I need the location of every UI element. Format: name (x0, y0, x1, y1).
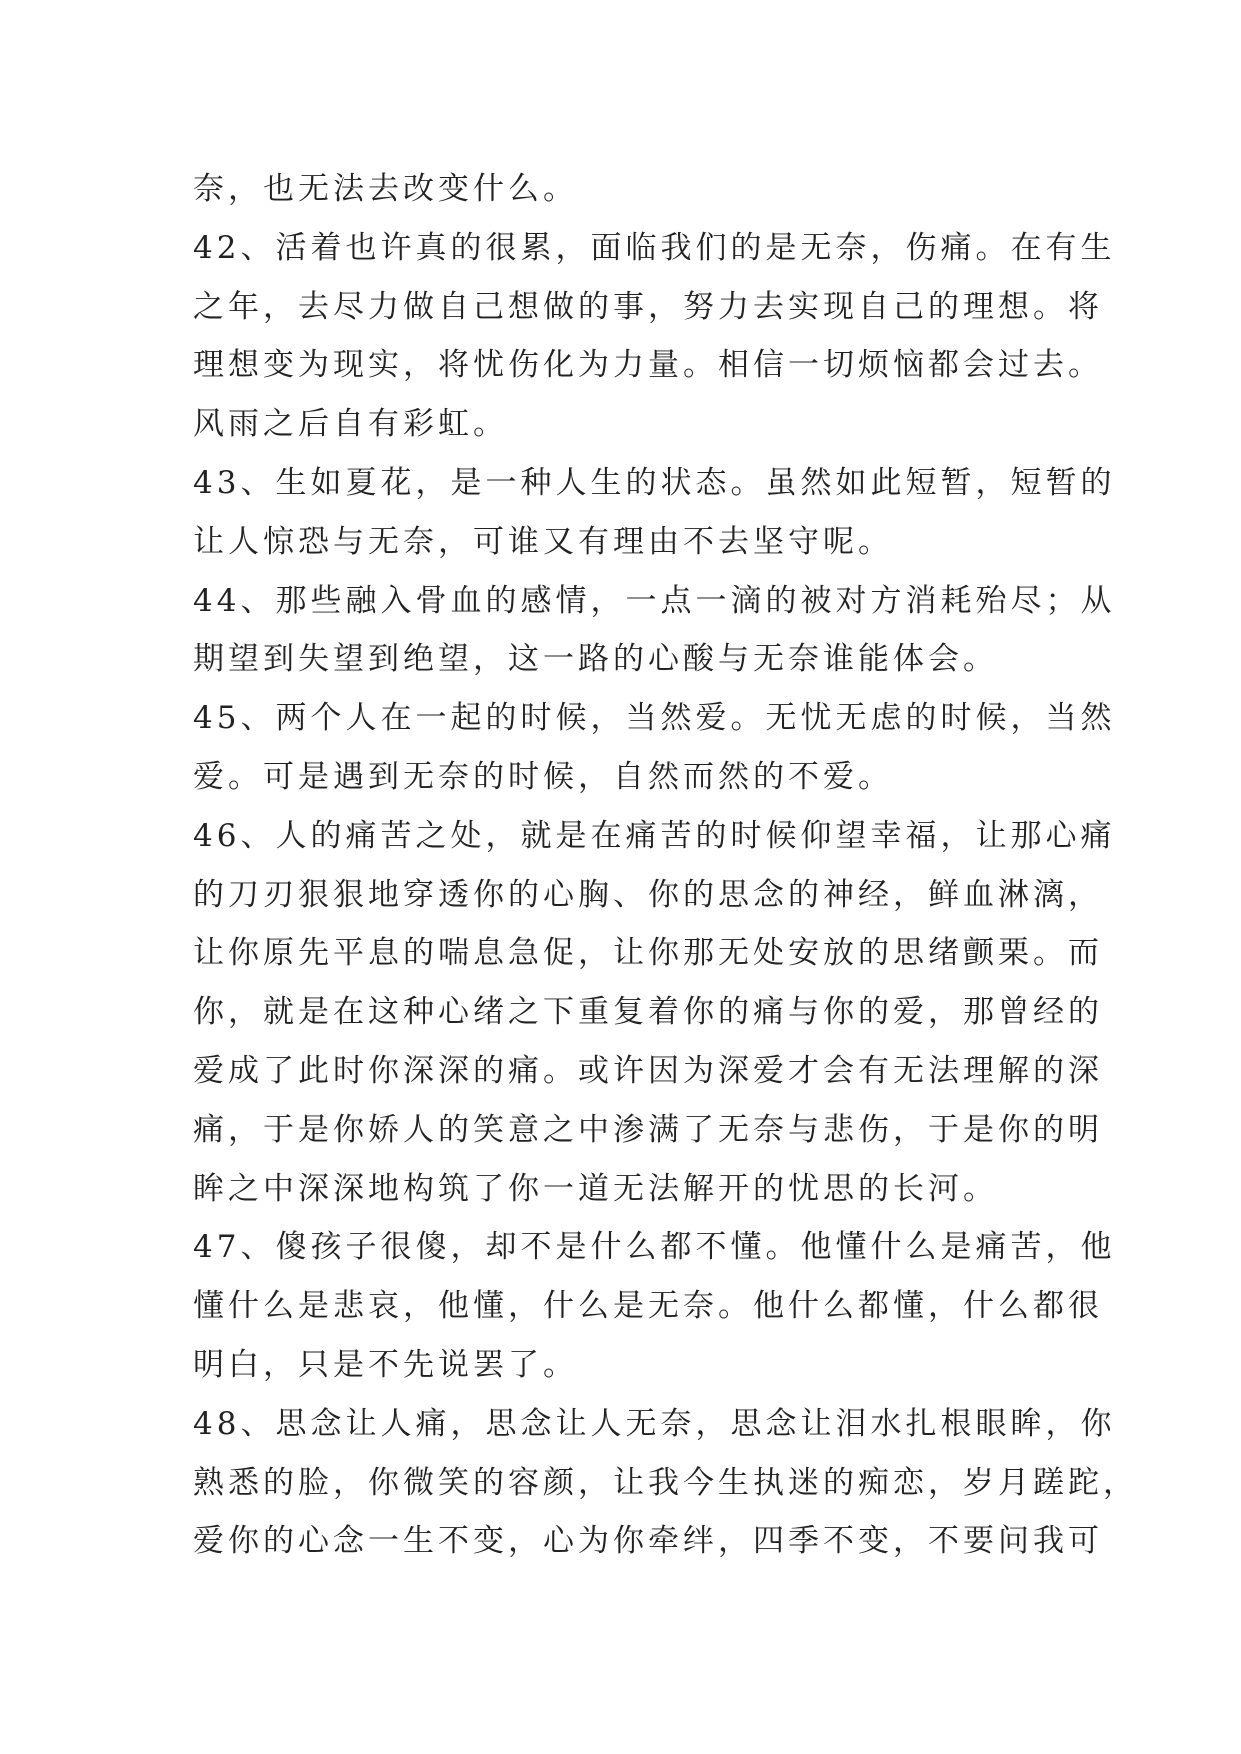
text-line: 眸之中深深地构筑了你一道无法解开的忧思的长河。 (193, 1170, 998, 1207)
text-line: 懂什么是悲哀，他懂，什么是无奈。他什么都懂，什么都很 (193, 1288, 1103, 1325)
text-line: 48、思念让人痛，思念让人无奈，思念让泪水扎根眼眸，你 (193, 1405, 1116, 1442)
text-line: 让人惊恐与无奈，可谁又有理由不去坚守呢。 (193, 523, 893, 560)
text-line: 的刀刃狠狠地穿透你的心胸、你的思念的神经，鲜血淋漓， (193, 876, 1103, 913)
text-line: 让你原先平息的喘息急促，让你那无处安放的思绪颤栗。而 (193, 935, 1103, 972)
text-line: 爱成了此时你深深的痛。或许因为深爱才会有无法理解的深 (193, 1052, 1103, 1089)
text-line: 你，就是在这种心绪之下重复着你的痛与你的爱，那曾经的 (193, 994, 1103, 1031)
text-line: 爱你的心念一生不变，心为你牵绊，四季不变，不要问我可 (193, 1523, 1103, 1560)
text-line: 风雨之后自有彩虹。 (193, 406, 508, 443)
text-line: 熟悉的脸，你微笑的容颜，让我今生执迷的痴恋，岁月蹉跎， (193, 1464, 1138, 1501)
text-line: 42、活着也许真的很累，面临我们的是无奈，伤痛。在有生 (193, 229, 1116, 266)
text-line: 47、傻孩子很傻，却不是什么都不懂。他懂什么是痛苦，他 (193, 1229, 1116, 1266)
text-line: 痛，于是你娇人的笑意之中渗满了无奈与悲伤，于是你的明 (193, 1111, 1103, 1148)
text-line: 明白，只是不先说罢了。 (193, 1346, 578, 1383)
text-line: 43、生如夏花，是一种人生的状态。虽然如此短暂，短暂的 (193, 464, 1116, 501)
text-line: 奈，也无法去改变什么。 (193, 171, 578, 207)
text-line: 44、那些融入骨血的感情，一点一滴的被对方消耗殆尽；从 (193, 582, 1116, 619)
text-line: 46、人的痛苦之处，就是在痛苦的时候仰望幸福，让那心痛 (193, 817, 1116, 854)
text-line: 期望到失望到绝望，这一路的心酸与无奈谁能体会。 (193, 641, 998, 678)
text-line: 45、两个人在一起的时候，当然爱。无忧无虑的时候，当然 (193, 700, 1116, 737)
document-body (193, 160, 1138, 1571)
text-line: 理想变为现实，将忧伤化为力量。相信一切烦恼都会过去。 (193, 347, 1103, 384)
text-line: 爱。可是遇到无奈的时候，自然而然的不爱。 (193, 758, 893, 795)
text-line: 之年，去尽力做自己想做的事，努力去实现自己的理想。将 (193, 288, 1103, 325)
